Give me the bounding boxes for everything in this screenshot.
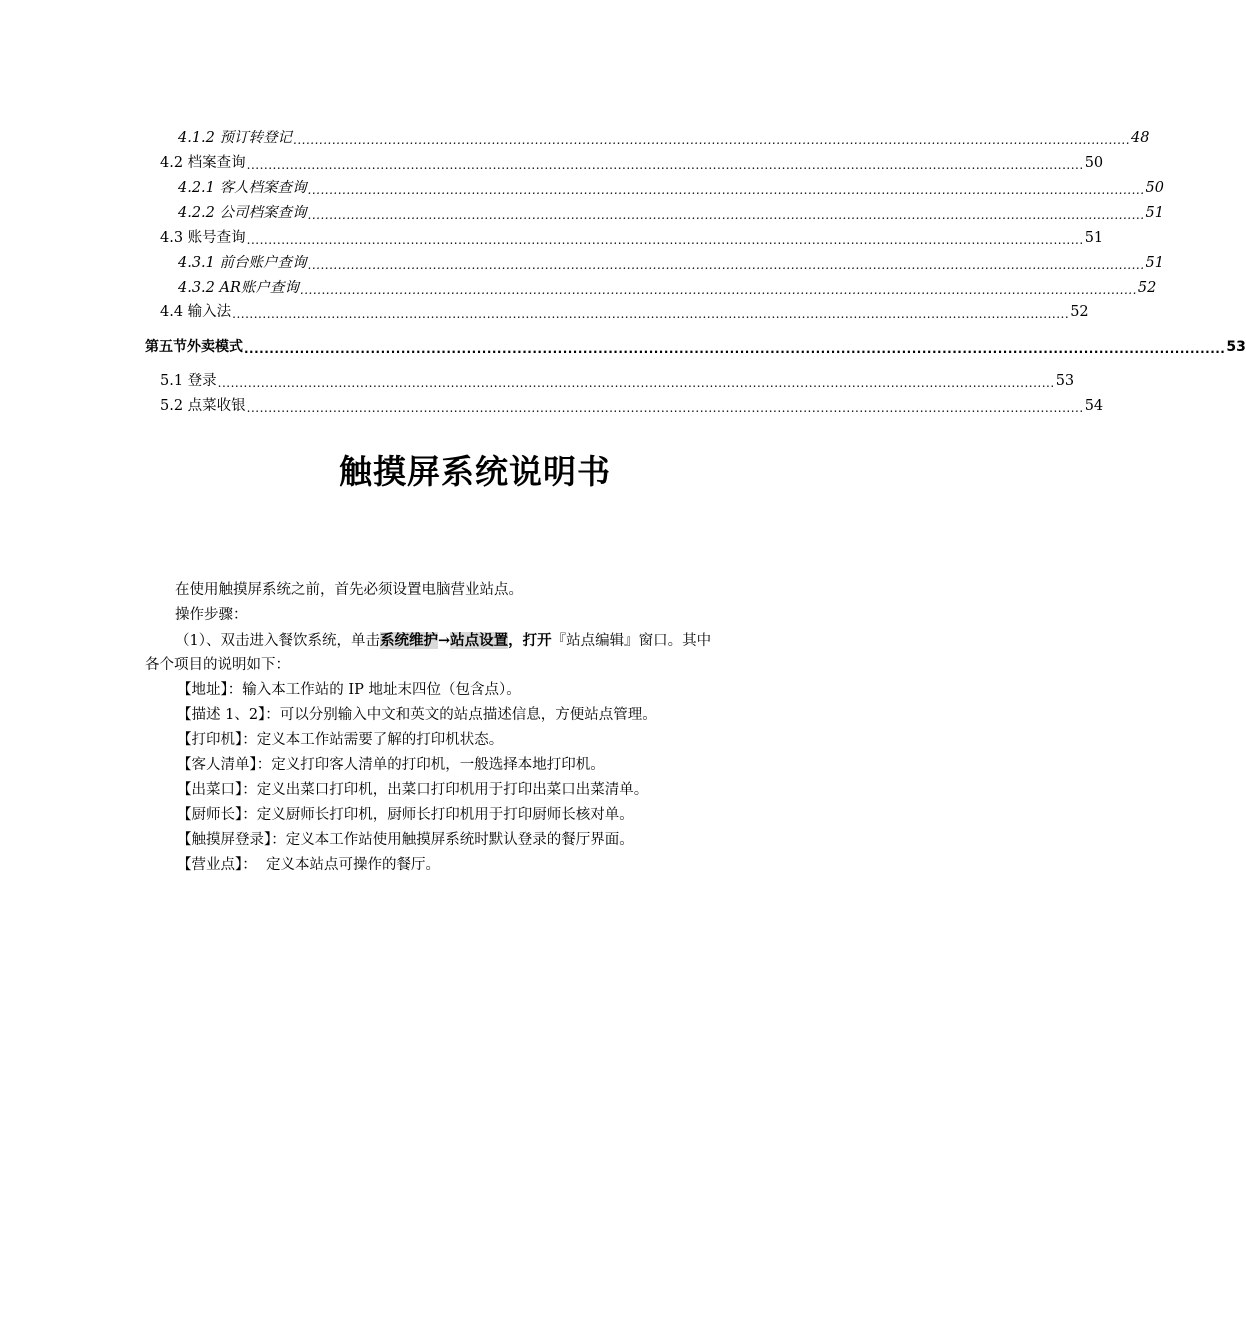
toc-entry-label: 4.2 档案查询	[160, 155, 246, 171]
toc-entry	[160, 371, 1075, 391]
toc-leader: ..................................................................................................................................................................................................	[232, 307, 1070, 321]
toc-leader: ..................................................................................................................................................................................................	[246, 158, 1084, 172]
menu-path-site-settings: 站点设置	[450, 632, 509, 649]
toc-entry-page: 50	[1145, 180, 1164, 196]
toc-section-entry	[145, 337, 1246, 357]
toc-entry	[160, 396, 1104, 416]
toc-leader: ..................................................................................................................................................................................................	[293, 133, 1131, 147]
toc-entry-label: 5.2 点菜收银	[160, 398, 246, 414]
toc-entry	[178, 203, 1164, 223]
toc-entry-label: 4.4 输入法	[160, 304, 232, 320]
list-item: 【营业点】： 定义本站点可操作的餐厅。	[177, 857, 440, 873]
toc-entry-label: 4.2.1 客人档案查询	[178, 180, 307, 196]
toc-leader: ..................................................................................................................................................................................................	[246, 401, 1084, 415]
step-1-line-1	[175, 628, 711, 654]
toc-entry-page: 52	[1137, 280, 1157, 296]
toc-entry-label: 4.2.2 公司档案查询	[178, 205, 307, 221]
list-item: 【打印机】：定义本工作站需要了解的打印机状态。	[177, 732, 504, 748]
list-item: 【描述 1、2】：可以分别输入中文和英文的站点描述信息，方便站点管理。	[177, 707, 657, 723]
list-item: 【客人清单】：定义打印客人清单的打印机，一般选择本地打印机。	[177, 757, 605, 773]
arrow: →	[437, 632, 451, 649]
steps-label: 操作步骤：	[175, 607, 248, 623]
toc-entry-page: 48	[1131, 130, 1150, 146]
menu-path-system-maintenance: 系统维护	[379, 632, 438, 649]
toc-leader: ..................................................................................................................................................................................................	[307, 208, 1145, 222]
toc-leader: ..................................................................................................................................................................................................	[246, 233, 1084, 247]
toc-entry-page: 52	[1070, 304, 1089, 320]
list-item: 【触摸屏登录】：定义本工作站使用触摸屏系统时默认登录的餐厅界面。	[177, 832, 634, 848]
toc-entry-page: 54	[1084, 398, 1104, 414]
toc-entry-page: 53	[1055, 373, 1075, 389]
toc-section-title: 外卖模式	[187, 339, 243, 355]
step-1-open: ，打开	[508, 632, 552, 649]
toc-entry-page: 51	[1145, 255, 1164, 271]
toc-entry-page: 53	[1226, 339, 1246, 355]
toc-entry-label: 4.3.1 前台账户查询	[178, 255, 307, 271]
toc-entry-page: 51	[1145, 205, 1164, 221]
toc-entry	[178, 128, 1150, 148]
toc-entry	[178, 178, 1164, 198]
toc-entry	[160, 302, 1089, 322]
list-item: 【厨师长】：定义厨师长打印机，厨师长打印机用于打印厨师长核对单。	[177, 807, 634, 823]
toc-leader: ..................................................................................................................................................................................................	[307, 258, 1145, 272]
toc-entry	[178, 278, 1157, 298]
list-item: 【出菜口】：定义出菜口打印机，出菜口打印机用于打印出菜口出菜清单。	[177, 782, 649, 798]
toc-leader: ..................................................................................................................................................................................................	[244, 342, 1226, 356]
toc-entry-page: 50	[1084, 155, 1104, 171]
intro-paragraph: 在使用触摸屏系统之前，首先必须设置电脑营业站点。	[175, 582, 523, 598]
toc-entry-label: 4.1.2 预订转登记	[178, 130, 293, 146]
toc-entry	[160, 153, 1104, 173]
toc-entry-label: 4.3.2 AR账户查询	[178, 280, 299, 296]
toc-leader: ..................................................................................................................................................................................................	[307, 183, 1145, 197]
toc-leader: ..................................................................................................................................................................................................	[299, 283, 1137, 297]
toc-section-number: 第五节	[145, 339, 187, 355]
step-1-prefix: （1）、双击进入餐饮系统，单击	[175, 633, 380, 649]
toc-entry	[160, 228, 1104, 248]
toc-leader: ..................................................................................................................................................................................................	[217, 376, 1055, 390]
toc-entry-label: 5.1 登录	[160, 373, 217, 389]
step-1-line-2: 各个项目的说明如下：	[145, 657, 290, 673]
toc-entry	[178, 253, 1164, 273]
document-title: 触摸屏系统说明书	[339, 452, 611, 491]
step-1-rest: 『站点编辑』窗口。其中	[551, 633, 712, 649]
toc-entry-page: 51	[1084, 230, 1104, 246]
list-item: 【地址】：输入本工作站的 IP 地址末四位（包含点）。	[177, 682, 521, 698]
toc-entry-label: 4.3 账号查询	[160, 230, 246, 246]
